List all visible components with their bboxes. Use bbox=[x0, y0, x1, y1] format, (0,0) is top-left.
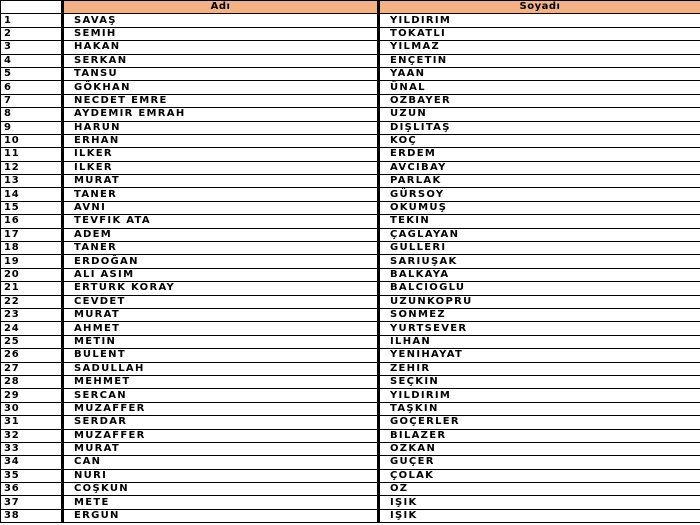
first-name-cell: METE bbox=[63, 496, 379, 509]
first-name-cell: METİN bbox=[63, 335, 379, 348]
row-number: 22 bbox=[1, 295, 63, 308]
table-row bbox=[1, 509, 700, 522]
table-row bbox=[1, 41, 700, 54]
first-name-cell: AVNİ bbox=[63, 201, 379, 214]
table-row bbox=[1, 442, 700, 455]
row-number: 15 bbox=[1, 201, 63, 214]
first-name-cell: TANER bbox=[63, 188, 379, 201]
table-row bbox=[1, 175, 700, 188]
table-row bbox=[1, 255, 700, 268]
surname-cell: YENİHAYAT bbox=[379, 349, 700, 362]
table-row bbox=[1, 416, 700, 429]
surname-cell: ÖZKAN bbox=[379, 442, 700, 455]
row-number: 8 bbox=[1, 108, 63, 121]
row-number: 21 bbox=[1, 282, 63, 295]
first-name-cell: NECDET EMRE bbox=[63, 94, 379, 107]
first-name-cell: TEVFİK ATA bbox=[63, 215, 379, 228]
surname-cell: ÜNAL bbox=[379, 81, 700, 94]
surname-cell: TEKİN bbox=[379, 215, 700, 228]
row-number: 3 bbox=[1, 41, 63, 54]
table-row bbox=[1, 148, 700, 161]
surname-cell: UZUN bbox=[379, 108, 700, 121]
header-name: Adı bbox=[63, 1, 379, 14]
first-name-cell: HARUN bbox=[63, 121, 379, 134]
table-row bbox=[1, 54, 700, 67]
row-number: 18 bbox=[1, 242, 63, 255]
row-number: 32 bbox=[1, 429, 63, 442]
row-number: 30 bbox=[1, 402, 63, 415]
surname-cell: IŞIK bbox=[379, 496, 700, 509]
table-row bbox=[1, 496, 700, 509]
table-row bbox=[1, 469, 700, 482]
row-number: 13 bbox=[1, 175, 63, 188]
surname-cell: SARIUŞAK bbox=[379, 255, 700, 268]
first-name-cell: ADEM bbox=[63, 228, 379, 241]
table-row bbox=[1, 349, 700, 362]
first-name-cell: NURİ bbox=[63, 469, 379, 482]
row-number: 26 bbox=[1, 349, 63, 362]
row-number: 20 bbox=[1, 268, 63, 281]
surname-cell: YILMAZ bbox=[379, 41, 700, 54]
row-number: 33 bbox=[1, 442, 63, 455]
first-name-cell: SEMİH bbox=[63, 27, 379, 40]
first-name-cell: MURAT bbox=[63, 175, 379, 188]
first-name-cell: SADULLAH bbox=[63, 362, 379, 375]
surname-cell: BALCIOĞLU bbox=[379, 282, 700, 295]
first-name-cell: AHMET bbox=[63, 322, 379, 335]
table-row bbox=[1, 14, 700, 27]
first-name-cell: GÖKHAN bbox=[63, 81, 379, 94]
first-name-cell: ERDOĞAN bbox=[63, 255, 379, 268]
table-row bbox=[1, 81, 700, 94]
first-name-cell: SERCAN bbox=[63, 389, 379, 402]
row-number: 5 bbox=[1, 67, 63, 80]
surname-cell: GÜÇER bbox=[379, 456, 700, 469]
first-name-cell: SAVAŞ bbox=[63, 14, 379, 27]
row-number: 11 bbox=[1, 148, 63, 161]
table-row bbox=[1, 483, 700, 496]
row-number: 7 bbox=[1, 94, 63, 107]
surname-cell: DİŞLİTAŞ bbox=[379, 121, 700, 134]
surname-cell: UZUNKÖPRÜ bbox=[379, 295, 700, 308]
row-number: 23 bbox=[1, 308, 63, 321]
first-name-cell: TANER bbox=[63, 242, 379, 255]
first-name-cell: AYDEMİR EMRAH bbox=[63, 108, 379, 121]
surname-cell: ENÇETİN bbox=[379, 54, 700, 67]
surname-cell: GÖÇERLER bbox=[379, 416, 700, 429]
table-row bbox=[1, 295, 700, 308]
first-name-cell: MUZAFFER bbox=[63, 429, 379, 442]
table-row bbox=[1, 188, 700, 201]
surname-cell: AVCIBAY bbox=[379, 161, 700, 174]
surname-cell: KOÇ bbox=[379, 134, 700, 147]
table-row bbox=[1, 201, 700, 214]
row-number: 38 bbox=[1, 509, 63, 522]
first-name-cell: ALİ ASIM bbox=[63, 268, 379, 281]
row-number: 24 bbox=[1, 322, 63, 335]
table-row bbox=[1, 215, 700, 228]
table-row bbox=[1, 456, 700, 469]
header-surname: Soyadı bbox=[379, 1, 700, 14]
surname-cell: YILDIRIM bbox=[379, 14, 700, 27]
table-body bbox=[1, 14, 700, 523]
table-row bbox=[1, 161, 700, 174]
surname-cell: OKUMUŞ bbox=[379, 201, 700, 214]
surname-cell: YAAN bbox=[379, 67, 700, 80]
surname-cell: İLHAN bbox=[379, 335, 700, 348]
surname-cell: ÇOLAK bbox=[379, 469, 700, 482]
surname-cell: IŞIK bbox=[379, 509, 700, 522]
row-number: 4 bbox=[1, 54, 63, 67]
first-name-cell: MURAT bbox=[63, 308, 379, 321]
table-row bbox=[1, 335, 700, 348]
surname-cell: ÖZ bbox=[379, 483, 700, 496]
surname-cell: ÇAĞLAYAN bbox=[379, 228, 700, 241]
surname-cell: TOKATLI bbox=[379, 27, 700, 40]
table-row bbox=[1, 282, 700, 295]
first-name-cell: SERDAR bbox=[63, 416, 379, 429]
first-name-cell: CAN bbox=[63, 456, 379, 469]
row-number: 31 bbox=[1, 416, 63, 429]
surname-cell: PARLAK bbox=[379, 175, 700, 188]
first-name-cell: CEVDET bbox=[63, 295, 379, 308]
surname-cell: YILDIRIM bbox=[379, 389, 700, 402]
row-number: 16 bbox=[1, 215, 63, 228]
table-row bbox=[1, 121, 700, 134]
surname-cell: GÜLLERİ bbox=[379, 242, 700, 255]
row-number: 35 bbox=[1, 469, 63, 482]
first-name-cell: İLKER bbox=[63, 148, 379, 161]
table-row bbox=[1, 94, 700, 107]
table-row bbox=[1, 375, 700, 388]
surname-cell: YURTSEVER bbox=[379, 322, 700, 335]
table-row bbox=[1, 322, 700, 335]
surname-cell: ZEHİR bbox=[379, 362, 700, 375]
table-row bbox=[1, 429, 700, 442]
row-number: 9 bbox=[1, 121, 63, 134]
row-number: 14 bbox=[1, 188, 63, 201]
row-number: 19 bbox=[1, 255, 63, 268]
first-name-cell: MURAT bbox=[63, 442, 379, 455]
table-row bbox=[1, 134, 700, 147]
table-row bbox=[1, 108, 700, 121]
row-number: 28 bbox=[1, 375, 63, 388]
table-row bbox=[1, 242, 700, 255]
table-row bbox=[1, 67, 700, 80]
first-name-cell: ERTÜRK KORAY bbox=[63, 282, 379, 295]
surname-cell: TAŞKIN bbox=[379, 402, 700, 415]
table-row bbox=[1, 389, 700, 402]
row-number: 25 bbox=[1, 335, 63, 348]
first-name-cell: İLKER bbox=[63, 161, 379, 174]
table-row bbox=[1, 268, 700, 281]
table-row bbox=[1, 402, 700, 415]
header-number bbox=[1, 1, 63, 14]
first-name-cell: TANSU bbox=[63, 67, 379, 80]
row-number: 37 bbox=[1, 496, 63, 509]
table-row bbox=[1, 228, 700, 241]
surname-cell: SÖNMEZ bbox=[379, 308, 700, 321]
row-number: 2 bbox=[1, 27, 63, 40]
row-number: 10 bbox=[1, 134, 63, 147]
first-name-cell: ERGÜN bbox=[63, 509, 379, 522]
row-number: 34 bbox=[1, 456, 63, 469]
surname-cell: SEÇKİN bbox=[379, 375, 700, 388]
table-row bbox=[1, 308, 700, 321]
first-name-cell: BÜLENT bbox=[63, 349, 379, 362]
first-name-cell: COŞKUN bbox=[63, 483, 379, 496]
row-number: 27 bbox=[1, 362, 63, 375]
first-name-cell: ERHAN bbox=[63, 134, 379, 147]
surname-cell: ÖZBAYER bbox=[379, 94, 700, 107]
first-name-cell: SERKAN bbox=[63, 54, 379, 67]
table-row bbox=[1, 362, 700, 375]
row-number: 36 bbox=[1, 483, 63, 496]
row-number: 6 bbox=[1, 81, 63, 94]
table-row bbox=[1, 27, 700, 40]
surname-cell: BALKAYA bbox=[379, 268, 700, 281]
first-name-cell: MUZAFFER bbox=[63, 402, 379, 415]
row-number: 17 bbox=[1, 228, 63, 241]
row-number: 29 bbox=[1, 389, 63, 402]
row-number: 12 bbox=[1, 161, 63, 174]
table-header-row bbox=[1, 1, 700, 14]
row-number: 1 bbox=[1, 14, 63, 27]
first-name-cell: HAKAN bbox=[63, 41, 379, 54]
surname-cell: BİLAZER bbox=[379, 429, 700, 442]
surname-cell: ERDEM bbox=[379, 148, 700, 161]
first-name-cell: MEHMET bbox=[63, 375, 379, 388]
surname-cell: GÜRSOY bbox=[379, 188, 700, 201]
